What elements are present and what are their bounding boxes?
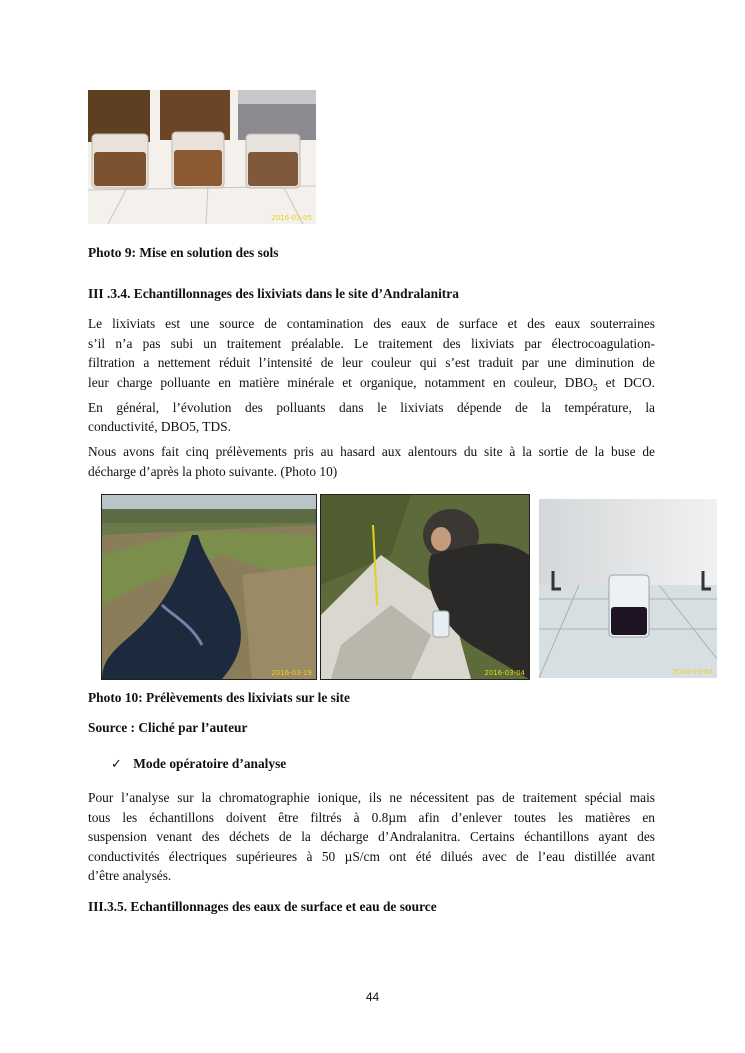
text-line: suspension venant des déchets de la décharge d’Andralanitra. Certains échantillons ayant des xyxy=(88,829,655,844)
checkmark-icon: ✓ xyxy=(111,757,122,772)
photo-datestamp: 2016-03-04 xyxy=(672,668,713,676)
text-line: d’être analysés. xyxy=(88,868,172,883)
text-line: décharge d’après la photo suivante. (Photo 10) xyxy=(88,463,338,479)
text-line xyxy=(88,373,655,398)
photo-soil-solutions xyxy=(88,90,316,224)
paragraph-analyse xyxy=(88,788,655,886)
text-segment: leur charge polluante en matière minérale et organique, notamment en couleur, DBO xyxy=(88,374,594,390)
photo9-caption: Photo 9: Mise en solution des sols xyxy=(88,245,279,260)
photo-datestamp: 2016-03-19 xyxy=(271,669,312,677)
mode-operatoire-heading: Mode opératoire d’analyse xyxy=(133,756,287,771)
photo-source: Source : Cliché par l’auteur xyxy=(88,720,248,735)
photo10-caption: Photo 10: Prélèvements des lixiviats sur le site xyxy=(88,690,350,705)
subscript: 5 xyxy=(593,382,598,393)
page-number: 44 xyxy=(365,990,380,1004)
photo-datestamp: 2016-03-05 xyxy=(271,214,312,222)
paragraph-lixiviats xyxy=(88,314,655,437)
text-line: filtration a nettement réduit l’intensité de leur couleur qui s’est traduit par une diminution de xyxy=(88,355,655,370)
photo-leachate-beaker xyxy=(539,499,717,678)
section-heading-335: III.3.5. Echantillonnages des eaux de surface et eau de source xyxy=(88,899,437,914)
text-line: s’il n’a pas subi un traitement préalable. Le traitement des lixiviats par électrocoagulation- xyxy=(88,335,655,351)
text-line: conductivités électriques supérieures à 50 µS/cm ont été dilués avec de l’eau distillée avant xyxy=(88,848,655,864)
text-line: Le lixiviats est une source de contamination des eaux de surface et des eaux souterraines xyxy=(88,316,655,331)
text-line: En général, l’évolution des polluants dans le lixiviats dépende de la température, la xyxy=(88,399,655,415)
photo-datestamp: 2016-03-04 xyxy=(484,669,525,677)
text-line: Nous avons fait cinq prélèvements pris au hasard aux alentours du site à la sortie de la buse de xyxy=(88,444,655,459)
mode-operatoire-bullet xyxy=(111,756,286,772)
text-line: tous les échantillons doivent être filtrés à 0.8µm afin d’enlever toutes les matières en xyxy=(88,809,655,825)
paragraph-prelevements xyxy=(88,442,655,481)
photo-leachate-stream xyxy=(101,494,317,680)
text-line: conductivité, DBO5, TDS. xyxy=(88,419,231,435)
text-line: Pour l’analyse sur la chromatographie ionique, ils ne nécessitent pas de traitement spécial mais xyxy=(88,790,655,805)
photo-person-sampling xyxy=(320,494,530,680)
text-segment: et DCO. xyxy=(597,374,655,390)
section-heading-334: III .3.4. Echantillonnages des lixiviats dans le site d’Andralanitra xyxy=(88,286,459,301)
